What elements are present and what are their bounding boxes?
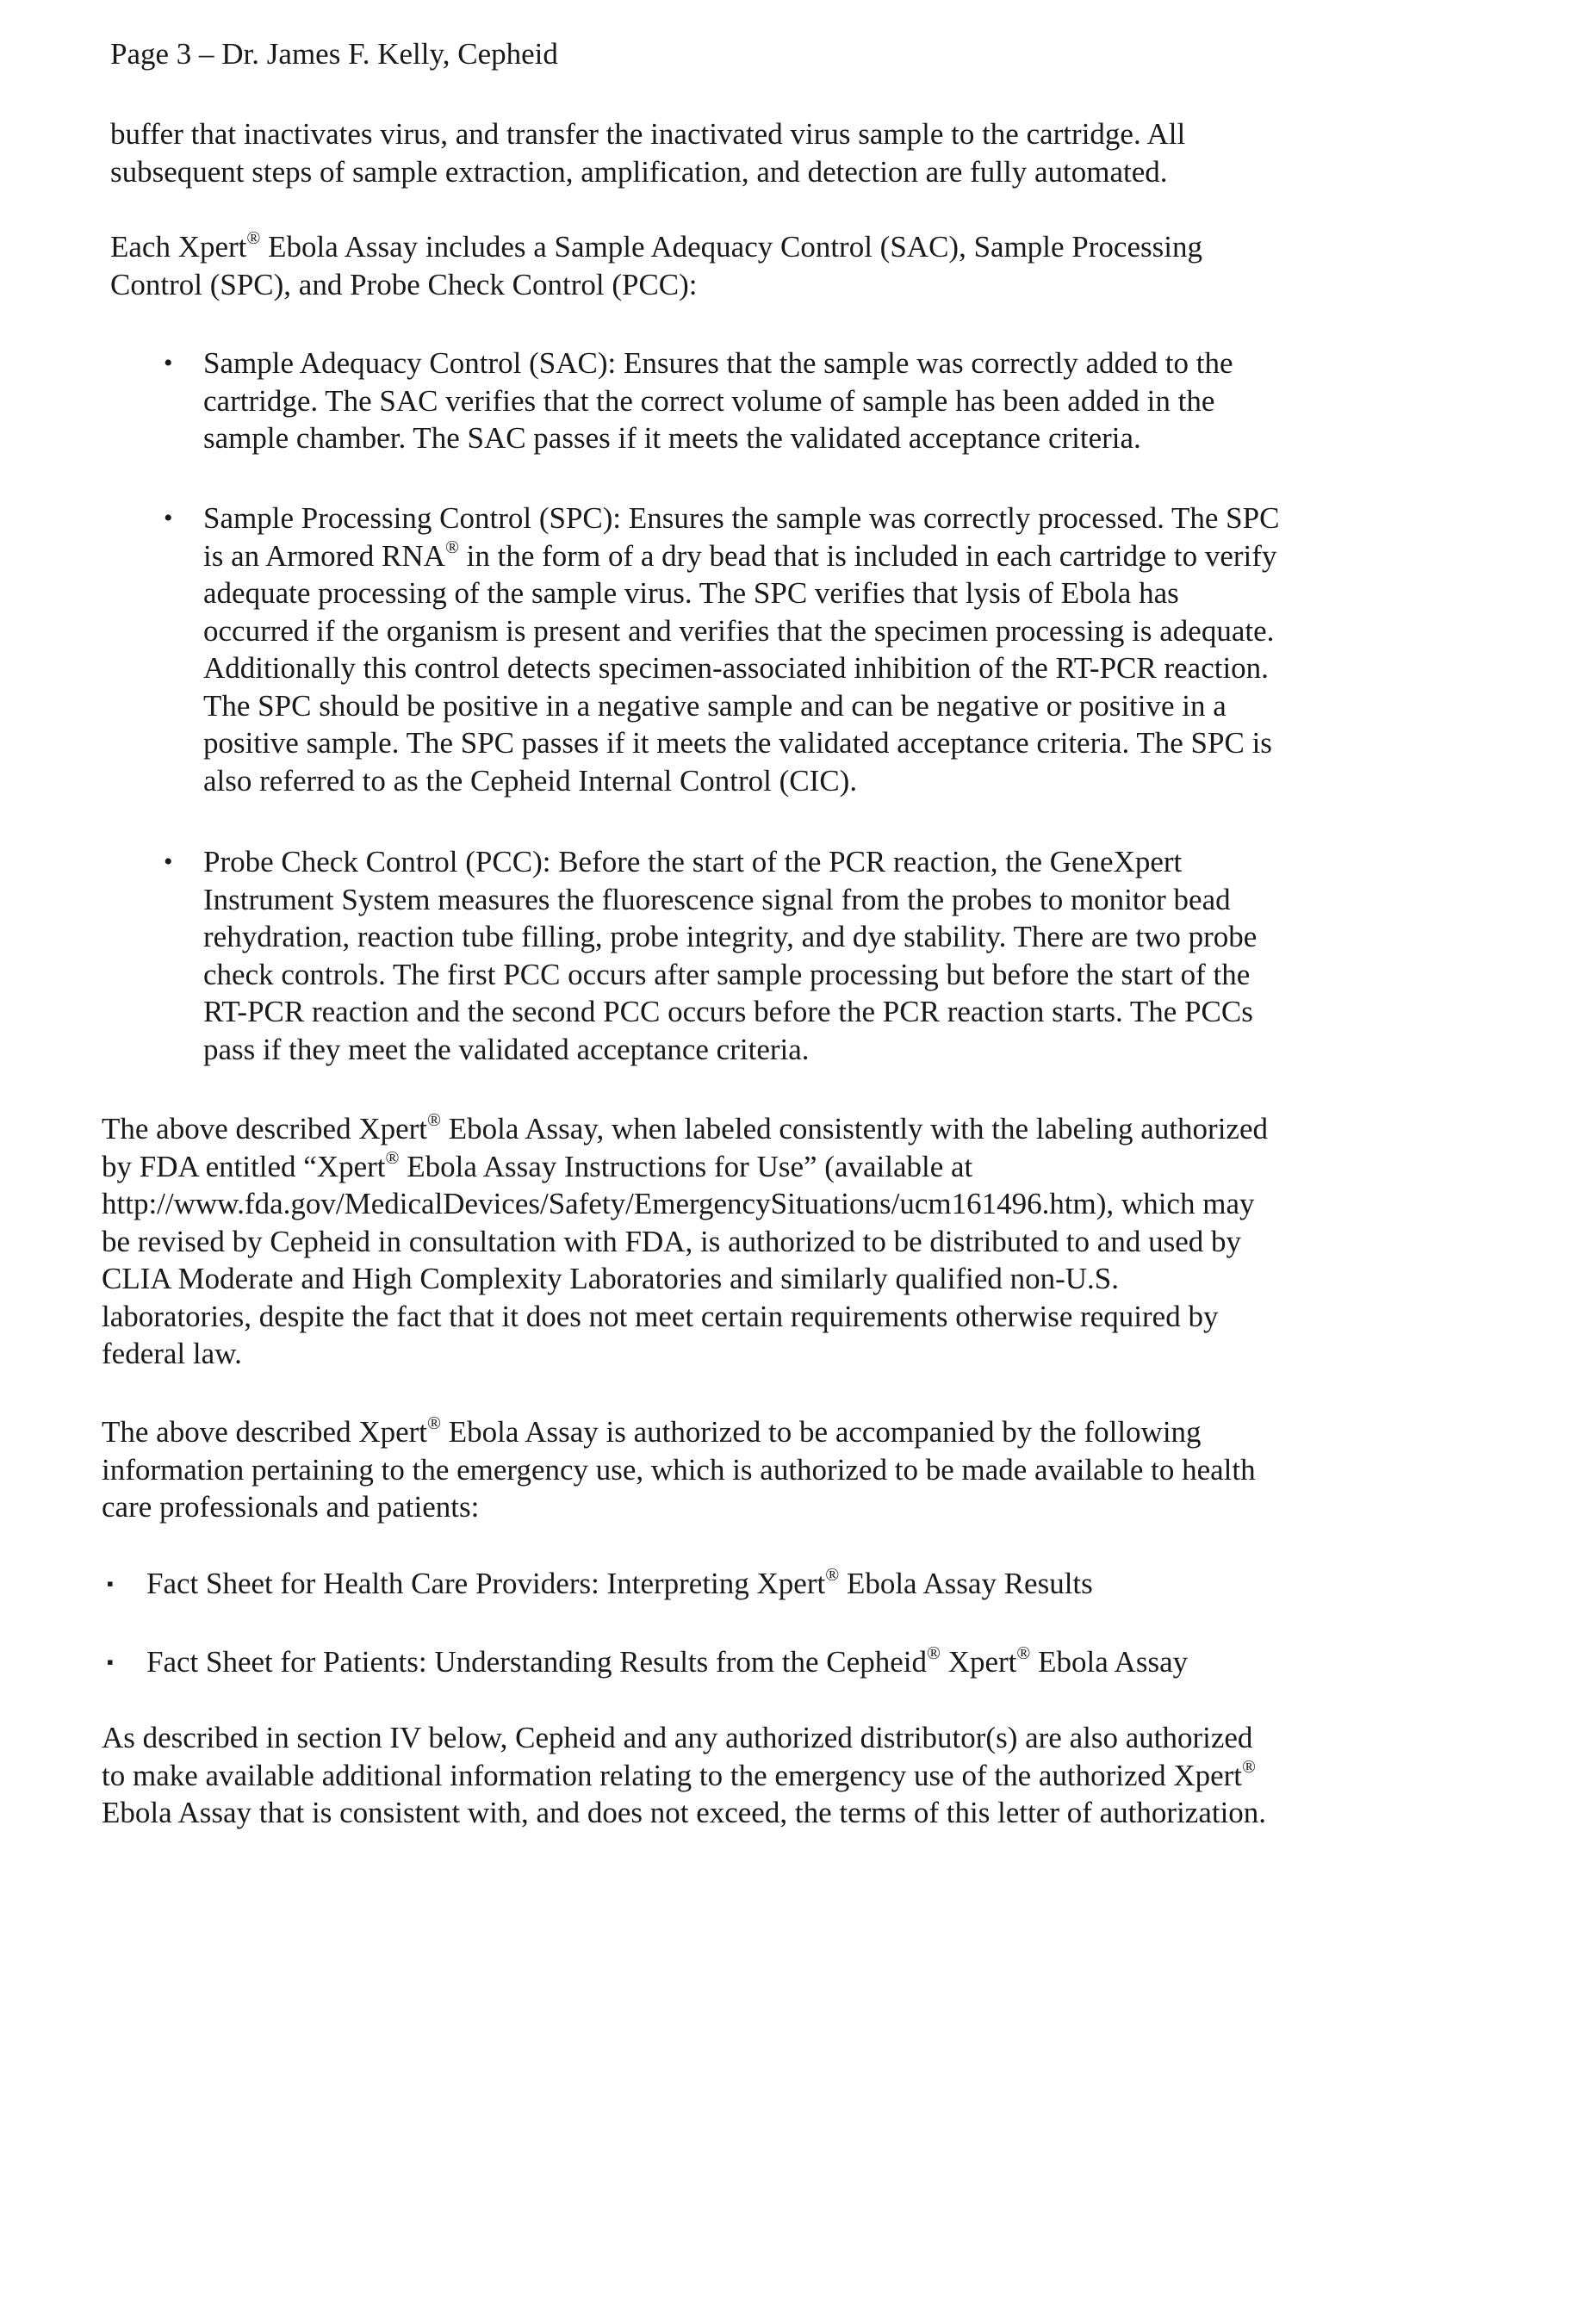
text-line: sample chamber. The SAC passes if it meets the validated acceptance criteria. — [203, 421, 1141, 455]
bullet-icon: ▪ — [107, 1651, 114, 1673]
text-line: The above described Xpert® Ebola Assay, when labeled consistently with the labeling authorized — [102, 1109, 1268, 1145]
bullet-spc — [203, 500, 1279, 799]
text-line: pass if they meet the validated acceptance criteria. — [203, 1032, 810, 1066]
text-line: subsequent steps of sample extraction, amplification, and detection are fully automated. — [110, 154, 1168, 189]
text-line: care professionals and patients: — [102, 1490, 480, 1524]
registered-mark: ® — [926, 1642, 941, 1664]
text-line: Sample Processing Control (SPC): Ensures the sample was correctly processed. The SPC — [203, 501, 1280, 535]
text-line: http://www.fda.gov/MedicalDevices/Safety/EmergencySituations/ucm161496.htm), which may — [102, 1187, 1255, 1220]
text-line: Fact Sheet for Patients: Understanding Results from the Cepheid® Xpert® Ebola Assay — [146, 1642, 1189, 1679]
text-line: information pertaining to the emergency use, which is authorized to be made available to health — [102, 1452, 1256, 1487]
registered-mark: ® — [246, 227, 261, 249]
text-line: positive sample. The SPC passes if it meets the validated acceptance criteria. The SPC is — [203, 726, 1272, 760]
text-line: Fact Sheet for Health Care Providers: Interpreting Xpert® Ebola Assay Results — [146, 1564, 1093, 1600]
text-line: Instrument System measures the fluorescence signal from the probes to monitor bead — [203, 882, 1231, 916]
text-line: federal law. — [102, 1337, 242, 1370]
text-line: The above described Xpert® Ebola Assay is authorized to be accompanied by the following — [102, 1412, 1202, 1449]
registered-mark: ® — [1016, 1642, 1031, 1664]
paragraph-accompanied — [102, 1413, 1256, 1526]
header-text: Page 3 – Dr. James F. Kelly, Cepheid — [110, 37, 558, 71]
registered-mark: ® — [444, 536, 459, 557]
text-line: As described in section IV below, Cepheid and any authorized distributor(s) are also authorized — [102, 1721, 1253, 1754]
text-line: CLIA Moderate and High Complexity Laboratories and similarly qualified non-U.S. — [102, 1262, 1120, 1295]
text-line: also referred to as the Cepheid Internal Control (CIC). — [203, 763, 858, 798]
text-line: rehydration, reaction tube filling, probe integrity, and dye stability. There are two probe — [203, 920, 1258, 953]
text-line: by FDA entitled “Xpert® Ebola Assay Instructions for Use” (available at — [102, 1146, 973, 1183]
bullet-icon: ▪ — [107, 1573, 114, 1594]
bullet-pcc — [203, 843, 1257, 1068]
text-line: RT-PCR reaction and the second PCC occurs before the PCR reaction starts. The PCCs — [203, 995, 1253, 1028]
paragraph-additional-info — [102, 1719, 1266, 1832]
fact-sheet-providers — [146, 1565, 1093, 1603]
paragraph-controls-intro — [110, 228, 1202, 303]
text-line: Ebola Assay that is consistent with, and does not exceed, the terms of this letter of authorization. — [102, 1796, 1267, 1829]
bullet-icon: • — [164, 349, 173, 377]
paragraph-authorization — [102, 1110, 1268, 1373]
text-line: Each Xpert® Ebola Assay includes a Sample Adequacy Control (SAC), Sample Processing — [110, 227, 1202, 264]
registered-mark: ® — [1242, 1755, 1256, 1777]
registered-mark: ® — [825, 1564, 840, 1586]
bullet-icon: • — [164, 847, 173, 876]
bullet-icon: • — [164, 504, 173, 532]
text-line: to make available additional information relating to the emergency use of the authorized Xpert® — [102, 1755, 1256, 1792]
bullet-sac — [203, 345, 1233, 457]
registered-mark: ® — [385, 1146, 400, 1168]
page-header — [110, 35, 558, 73]
text-line: laboratories, despite the fact that it does not meet certain requirements otherwise required by — [102, 1299, 1219, 1333]
text-line: buffer that inactivates virus, and transfer the inactivated virus sample to the cartridge. All — [110, 117, 1186, 151]
paragraph-intro — [110, 115, 1185, 190]
text-line: is an Armored RNA® in the form of a dry bead that is included in each cartridge to verify — [203, 536, 1277, 573]
text-line: Control (SPC), and Probe Check Control (PCC): — [110, 267, 698, 301]
fact-sheet-patients — [146, 1643, 1188, 1681]
text-line: be revised by Cepheid in consultation with FDA, is authorized to be distributed to and used by — [102, 1224, 1241, 1258]
text-line: occurred if the organism is present and verifies that the specimen processing is adequate. — [203, 613, 1275, 648]
registered-mark: ® — [427, 1412, 441, 1434]
text-line: cartridge. The SAC verifies that the correct volume of sample has been added in the — [203, 383, 1215, 418]
text-line: Probe Check Control (PCC): Before the start of the PCR reaction, the GeneXpert — [203, 845, 1183, 878]
registered-mark: ® — [427, 1109, 441, 1131]
text-line: Sample Adequacy Control (SAC): Ensures that the sample was correctly added to the — [203, 346, 1233, 380]
text-line: check controls. The first PCC occurs after sample processing but before the start of the — [203, 957, 1251, 991]
text-line: adequate processing of the sample virus. The SPC verifies that lysis of Ebola has — [203, 576, 1179, 610]
text-line: The SPC should be positive in a negative sample and can be negative or positive in a — [203, 688, 1226, 723]
text-line: Additionally this control detects specimen-associated inhibition of the RT-PCR reaction. — [203, 651, 1269, 685]
